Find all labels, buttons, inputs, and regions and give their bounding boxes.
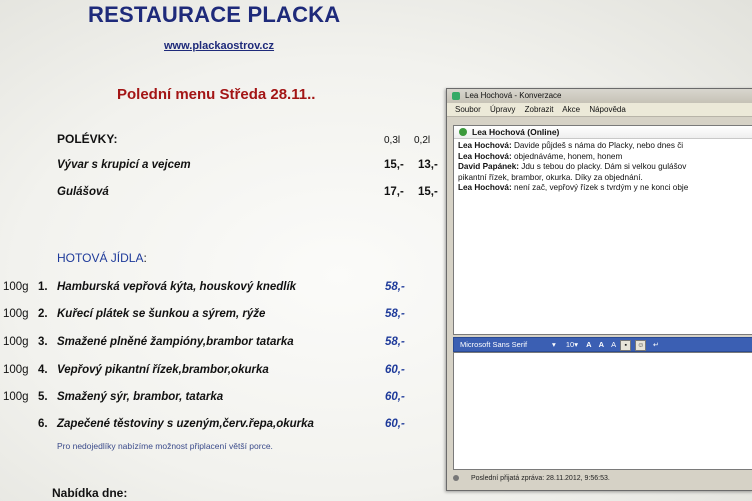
- main-weight: 100g: [3, 308, 29, 320]
- main-weight: 100g: [3, 281, 29, 293]
- main-name: Smažený sýr, brambor, tatarka: [57, 391, 224, 403]
- chat-window[interactable]: [446, 88, 752, 491]
- soup-price-a: 17,-: [384, 186, 404, 198]
- soup-name: Gulášová: [57, 186, 109, 198]
- main-price: 60,-: [385, 391, 405, 403]
- message-input[interactable]: [453, 352, 752, 470]
- last-message-status: Poslední přijatá zpráva: 28.11.2012, 9:56:53.: [471, 475, 610, 482]
- soup-price-b: 13,-: [418, 159, 438, 171]
- contact-name: Lea Hochová (Online): [472, 127, 560, 137]
- font-select[interactable]: Microsoft Sans Serif: [460, 340, 528, 349]
- menu-zobrazit[interactable]: Zobrazit: [524, 105, 554, 114]
- conversation-pane[interactable]: [453, 125, 752, 335]
- color-icon[interactable]: ▪: [620, 340, 631, 351]
- main-weight: 100g: [3, 364, 29, 376]
- message: [458, 152, 749, 163]
- status-icon: [453, 475, 459, 481]
- chevron-down-icon[interactable]: ▾: [574, 340, 578, 349]
- message-sender: David Papánek:: [458, 162, 519, 172]
- main-name: Kuřecí plátek se šunkou a sýrem, rýže: [57, 308, 266, 320]
- website-link[interactable]: www.plackaostrov.cz: [164, 40, 275, 52]
- message-list: [454, 139, 752, 196]
- restaurant-title: RESTAURACE PLACKA: [88, 2, 341, 27]
- portion-note: Pro nedojedlíky nabízíme možnost připlacení větší porce.: [57, 441, 273, 451]
- underline-button[interactable]: A: [611, 340, 617, 349]
- italic-button[interactable]: A: [598, 340, 604, 349]
- menu-soubor[interactable]: Soubor: [455, 105, 481, 114]
- main-weight: 100g: [3, 336, 29, 348]
- menu-upravy[interactable]: Úpravy: [490, 105, 516, 114]
- message-text: objednáváme, honem, honem: [511, 151, 623, 161]
- offer-heading: Nabídka dne:: [52, 486, 128, 500]
- soup-price-b: 15,-: [418, 186, 438, 198]
- message-text: Jdu s tebou do placky. Dám si velkou gulášov: [518, 162, 687, 172]
- message-sender: Lea Hochová:: [458, 151, 512, 161]
- main-number: 2.: [38, 308, 48, 320]
- main-price: 60,-: [385, 418, 405, 430]
- main-price: 60,-: [385, 364, 405, 376]
- main-price: 58,-: [385, 336, 405, 348]
- menu-header: Polední menu Středa 28.11..: [117, 86, 316, 103]
- chat-titlebar[interactable]: [447, 89, 752, 103]
- main-name: Zapečené těstoviny s uzeným,červ.řepa,okurka: [57, 418, 314, 430]
- chevron-down-icon[interactable]: ▾: [552, 340, 556, 349]
- message-text: Davide půjdeš s náma do Placky, nebo dnes či: [511, 141, 684, 150]
- main-number: 4.: [38, 364, 48, 376]
- contact-header: [454, 126, 752, 139]
- main-price: 58,-: [385, 281, 405, 293]
- bold-button[interactable]: A: [586, 340, 592, 349]
- soups-heading: POLÉVKY:: [57, 132, 118, 146]
- chat-menubar: [447, 103, 752, 117]
- main-number: 3.: [38, 336, 48, 348]
- message: [458, 162, 749, 173]
- font-size-select[interactable]: 10: [565, 340, 575, 349]
- soup-name: Vývar s krupicí a vejcem: [57, 159, 191, 171]
- emoticon-icon[interactable]: ☺: [637, 341, 645, 349]
- menu-akce[interactable]: Akce: [562, 105, 581, 114]
- format-toolbar: [453, 337, 752, 352]
- chat-window-title: Lea Hochová - Konverzace: [465, 91, 562, 100]
- messenger-icon: [452, 92, 460, 100]
- message: [458, 141, 749, 152]
- main-number: 5.: [38, 391, 48, 403]
- message: [458, 173, 749, 184]
- soup-price-a: 15,-: [384, 159, 404, 171]
- message-sender: Lea Hochová:: [458, 141, 512, 150]
- message-text: pikantní řízek, brambor, okurka. Díky za objednání.: [458, 172, 643, 182]
- soup-size-b: 0,2l: [414, 135, 431, 146]
- status-bar: [453, 472, 752, 486]
- main-number: 1.: [38, 281, 48, 293]
- send-arrow-icon[interactable]: ↵: [650, 340, 661, 351]
- message: [458, 183, 749, 194]
- main-name: Hamburská vepřová kýta, houskový knedlík: [57, 281, 297, 293]
- soup-size-a: 0,3l: [384, 135, 401, 146]
- main-name: Vepřový pikantní řízek,brambor,okurka: [57, 364, 269, 376]
- message-sender: Lea Hochová:: [458, 183, 512, 193]
- mains-heading: HOTOVÁ JÍDLA:: [57, 251, 147, 265]
- main-name: Smažené plněné žampióny,brambor tatarka: [57, 336, 294, 348]
- menu-napoveda[interactable]: Nápověda: [589, 105, 626, 114]
- online-status-icon: [459, 128, 467, 136]
- message-text: není zač, vepřový řízek s tvrdým y ne konci obje: [511, 183, 689, 193]
- main-weight: 100g: [3, 391, 29, 403]
- main-number: 6.: [38, 418, 48, 430]
- main-price: 58,-: [385, 308, 405, 320]
